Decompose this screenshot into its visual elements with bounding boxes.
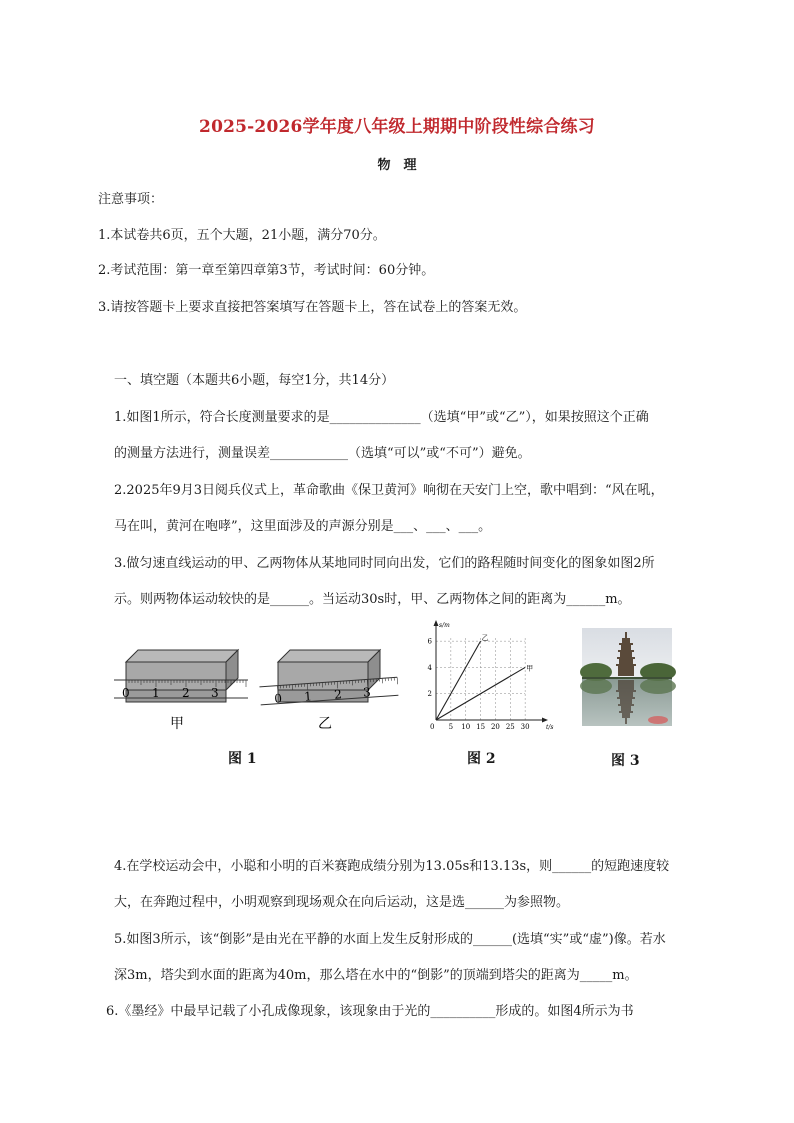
- ruler-yi-tick-0: 0: [273, 691, 283, 706]
- y-axis-arrow: [434, 620, 439, 626]
- x-tick-label: 10: [461, 723, 471, 731]
- notice-item-3: 3.请按答题卡上要求直接把答案填写在答题卡上，答在试卷上的答案无效。: [98, 300, 527, 315]
- q5-line-1: 5.如图3所示，该“倒影”是由光在平静的水面上发生反射形成的______(选填“实”或“虚”)像。若水: [114, 932, 666, 947]
- q5-line-2: 深3m，塔尖到水面的距离为40m，那么塔在水中的“倒影”的顶端到塔尖的距离为_____m。: [114, 968, 638, 983]
- ruler-label-yi: 乙: [318, 716, 332, 732]
- ruler-jia-tick-2: 2: [182, 686, 190, 700]
- subject-label: 物 理: [377, 158, 417, 173]
- origin-label: 0: [430, 723, 435, 731]
- ruler-jia-tick-3: 3: [211, 686, 219, 700]
- figure1-rulers: [110, 642, 400, 740]
- q2-line-1: 2.2025年9月3日阅兵仪式上，革命歌曲《保卫黄河》响彻在天安门上空，歌中唱到：“风在吼，: [114, 483, 664, 498]
- q6-line-1: 6.《墨经》中最早记载了小孔成像现象，该现象由于光的__________形成的。如图4所示为书: [106, 1004, 634, 1019]
- section1-heading: 一、填空题（本题共6小题，每空1分，共14分）: [114, 373, 395, 388]
- series-line-0: [436, 641, 481, 720]
- x-axis-arrow: [542, 718, 548, 723]
- pagoda-reflection-photo: [582, 628, 672, 726]
- y-tick-label: 6: [427, 637, 432, 646]
- series-label-1: 甲: [526, 664, 534, 673]
- ruler-yi-tick-3: 3: [362, 685, 372, 700]
- x-axis-label: t/s: [546, 724, 554, 731]
- notice-item-1: 1.本试卷共6页，五个大题，21小题，满分70分。: [98, 228, 386, 243]
- q3-line-1: 3.做匀速直线运动的甲、乙两物体从某地同时同向出发，它们的路程随时间变化的图象如图2所: [114, 556, 655, 571]
- ruler-yi-tick-1: 1: [303, 689, 313, 704]
- q4-line-1: 4.在学校运动会中，小聪和小明的百米赛跑成绩分别为13.05s和13.13s，则______的短跑速度较: [114, 859, 670, 874]
- q3-line-2: 示。则两物体运动较快的是______。当运动30s时，甲、乙两物体之间的距离为______m。: [114, 592, 631, 607]
- q1-line-2: 的测量方法进行，测量误差____________（选填“可以”或“不可”）避免。: [114, 446, 531, 461]
- figure3-caption: 图 3: [611, 753, 640, 769]
- q2-line-2: 马在叫，黄河在咆哮”，这里面涉及的声源分别是___、___、___。: [114, 519, 492, 534]
- figure2-chart: [420, 618, 554, 738]
- ruler-jia-tick-0: 0: [122, 686, 130, 700]
- ruler-yi-tick-2: 2: [333, 687, 343, 702]
- x-tick-label: 25: [505, 723, 515, 731]
- y-axis-label: s/m: [439, 622, 450, 629]
- q4-line-2: 大，在奔跑过程中，小明观察到现场观众在向后运动，这是选______为参照物。: [114, 895, 570, 910]
- notice-item-2: 2.考试范围：第一章至第四章第3节，考试时间：60分钟。: [98, 263, 435, 278]
- exam-title: 2025-2026学年度八年级上期期中阶段性综合练习: [199, 117, 595, 137]
- x-tick-label: 20: [490, 723, 500, 731]
- y-tick-label: 2: [427, 690, 432, 699]
- y-tick-label: 4: [427, 663, 432, 672]
- q1-line-1: 1.如图1所示，符合长度测量要求的是______________（选填“甲”或“乙”），如果按照这个正确: [114, 410, 649, 425]
- x-tick-label: 5: [448, 723, 454, 731]
- x-tick-label: 15: [476, 723, 486, 731]
- ruler-label-jia: 甲: [170, 716, 184, 732]
- x-tick-label: 30: [520, 723, 530, 731]
- series-label-0: 乙: [481, 634, 489, 643]
- figure2-caption: 图 2: [467, 751, 496, 767]
- ruler-jia-tick-1: 1: [152, 686, 160, 700]
- notice-heading: 注意事项：: [98, 192, 164, 207]
- figure1-caption: 图 1: [228, 751, 257, 767]
